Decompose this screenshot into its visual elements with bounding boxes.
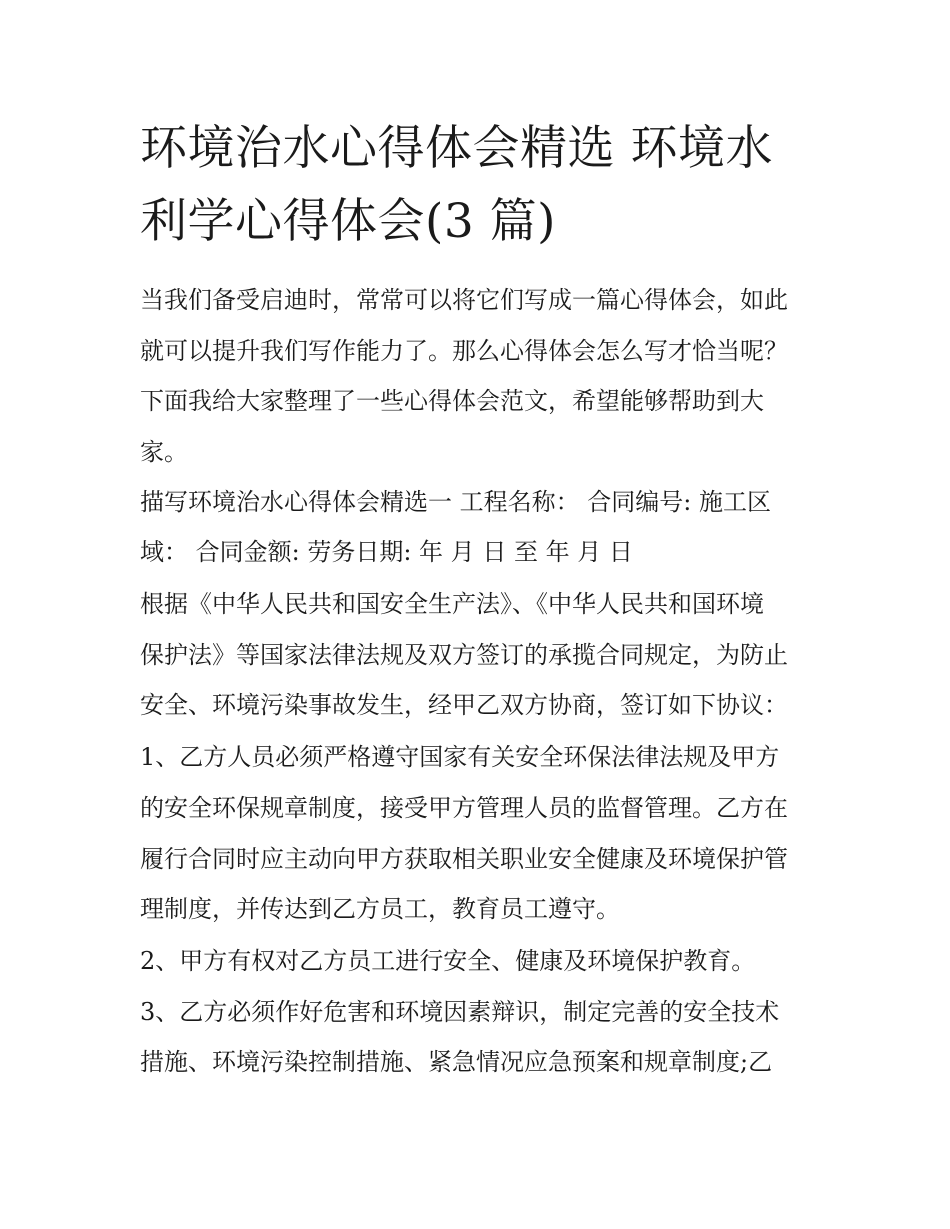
text-line-legal-basis-2: 保护法》等国家法律法规及双方签订的承揽合同规定，为防止 (140, 641, 788, 669)
text-line-clause-1-c: 履行合同时应主动向甲方获取相关职业安全健康及环境保护管 (140, 845, 788, 873)
text-line-intro-2: 就可以提升我们写作能力了。那么心得体会怎么写才恰当呢？ (140, 337, 788, 365)
text-line-legal-basis-3: 安全、环境污染事故发生，经甲乙双方协商，签订如下协议： (140, 691, 788, 719)
text-line-contract-header-1: 描写环境治水心得体会精选一 工程名称： 合同编号: 施工区 (140, 488, 771, 516)
document-title (140, 112, 820, 258)
text-line-clause-1-d: 理制度，并传达到乙方员工，教育员工遵守。 (140, 895, 620, 923)
text-line-intro-4: 家。 (140, 438, 188, 466)
text-line-clause-1-a: 1、乙方人员必须严格遵守国家有关安全环保法律法规及甲方 (140, 743, 780, 771)
text-line-clause-3-a: 3、乙方必须作好危害和环境因素辩识，制定完善的安全技术 (140, 998, 780, 1026)
text-line-clause-1-b: 的安全环保规章制度，接受甲方管理人员的监督管理。乙方在 (140, 794, 788, 822)
text-line-intro-3: 下面我给大家整理了一些心得体会范文，希望能够帮助到大 (140, 387, 764, 415)
text-line-intro-1: 当我们备受启迪时，常常可以将它们写成一篇心得体会，如此 (140, 286, 788, 314)
text-line-clause-2: 2、甲方有权对乙方员工进行安全、健康及环境保护教育。 (140, 947, 756, 975)
text-line-legal-basis-1: 根据《中华人民共和国安全生产法》、《中华人民共和国环境 (140, 590, 764, 618)
title-line-1: 环境治水心得体会精选 环境水 (140, 121, 773, 176)
title-line-2: 利学心得体会(3 篇) (140, 194, 557, 249)
text-line-clause-3-b: 措施、环境污染控制措施、紧急情况应急预案和规章制度;乙 (140, 1048, 773, 1076)
text-line-contract-header-2: 域： 合同金额: 劳务日期: 年 月 日 至 年 月 日 (140, 538, 633, 566)
